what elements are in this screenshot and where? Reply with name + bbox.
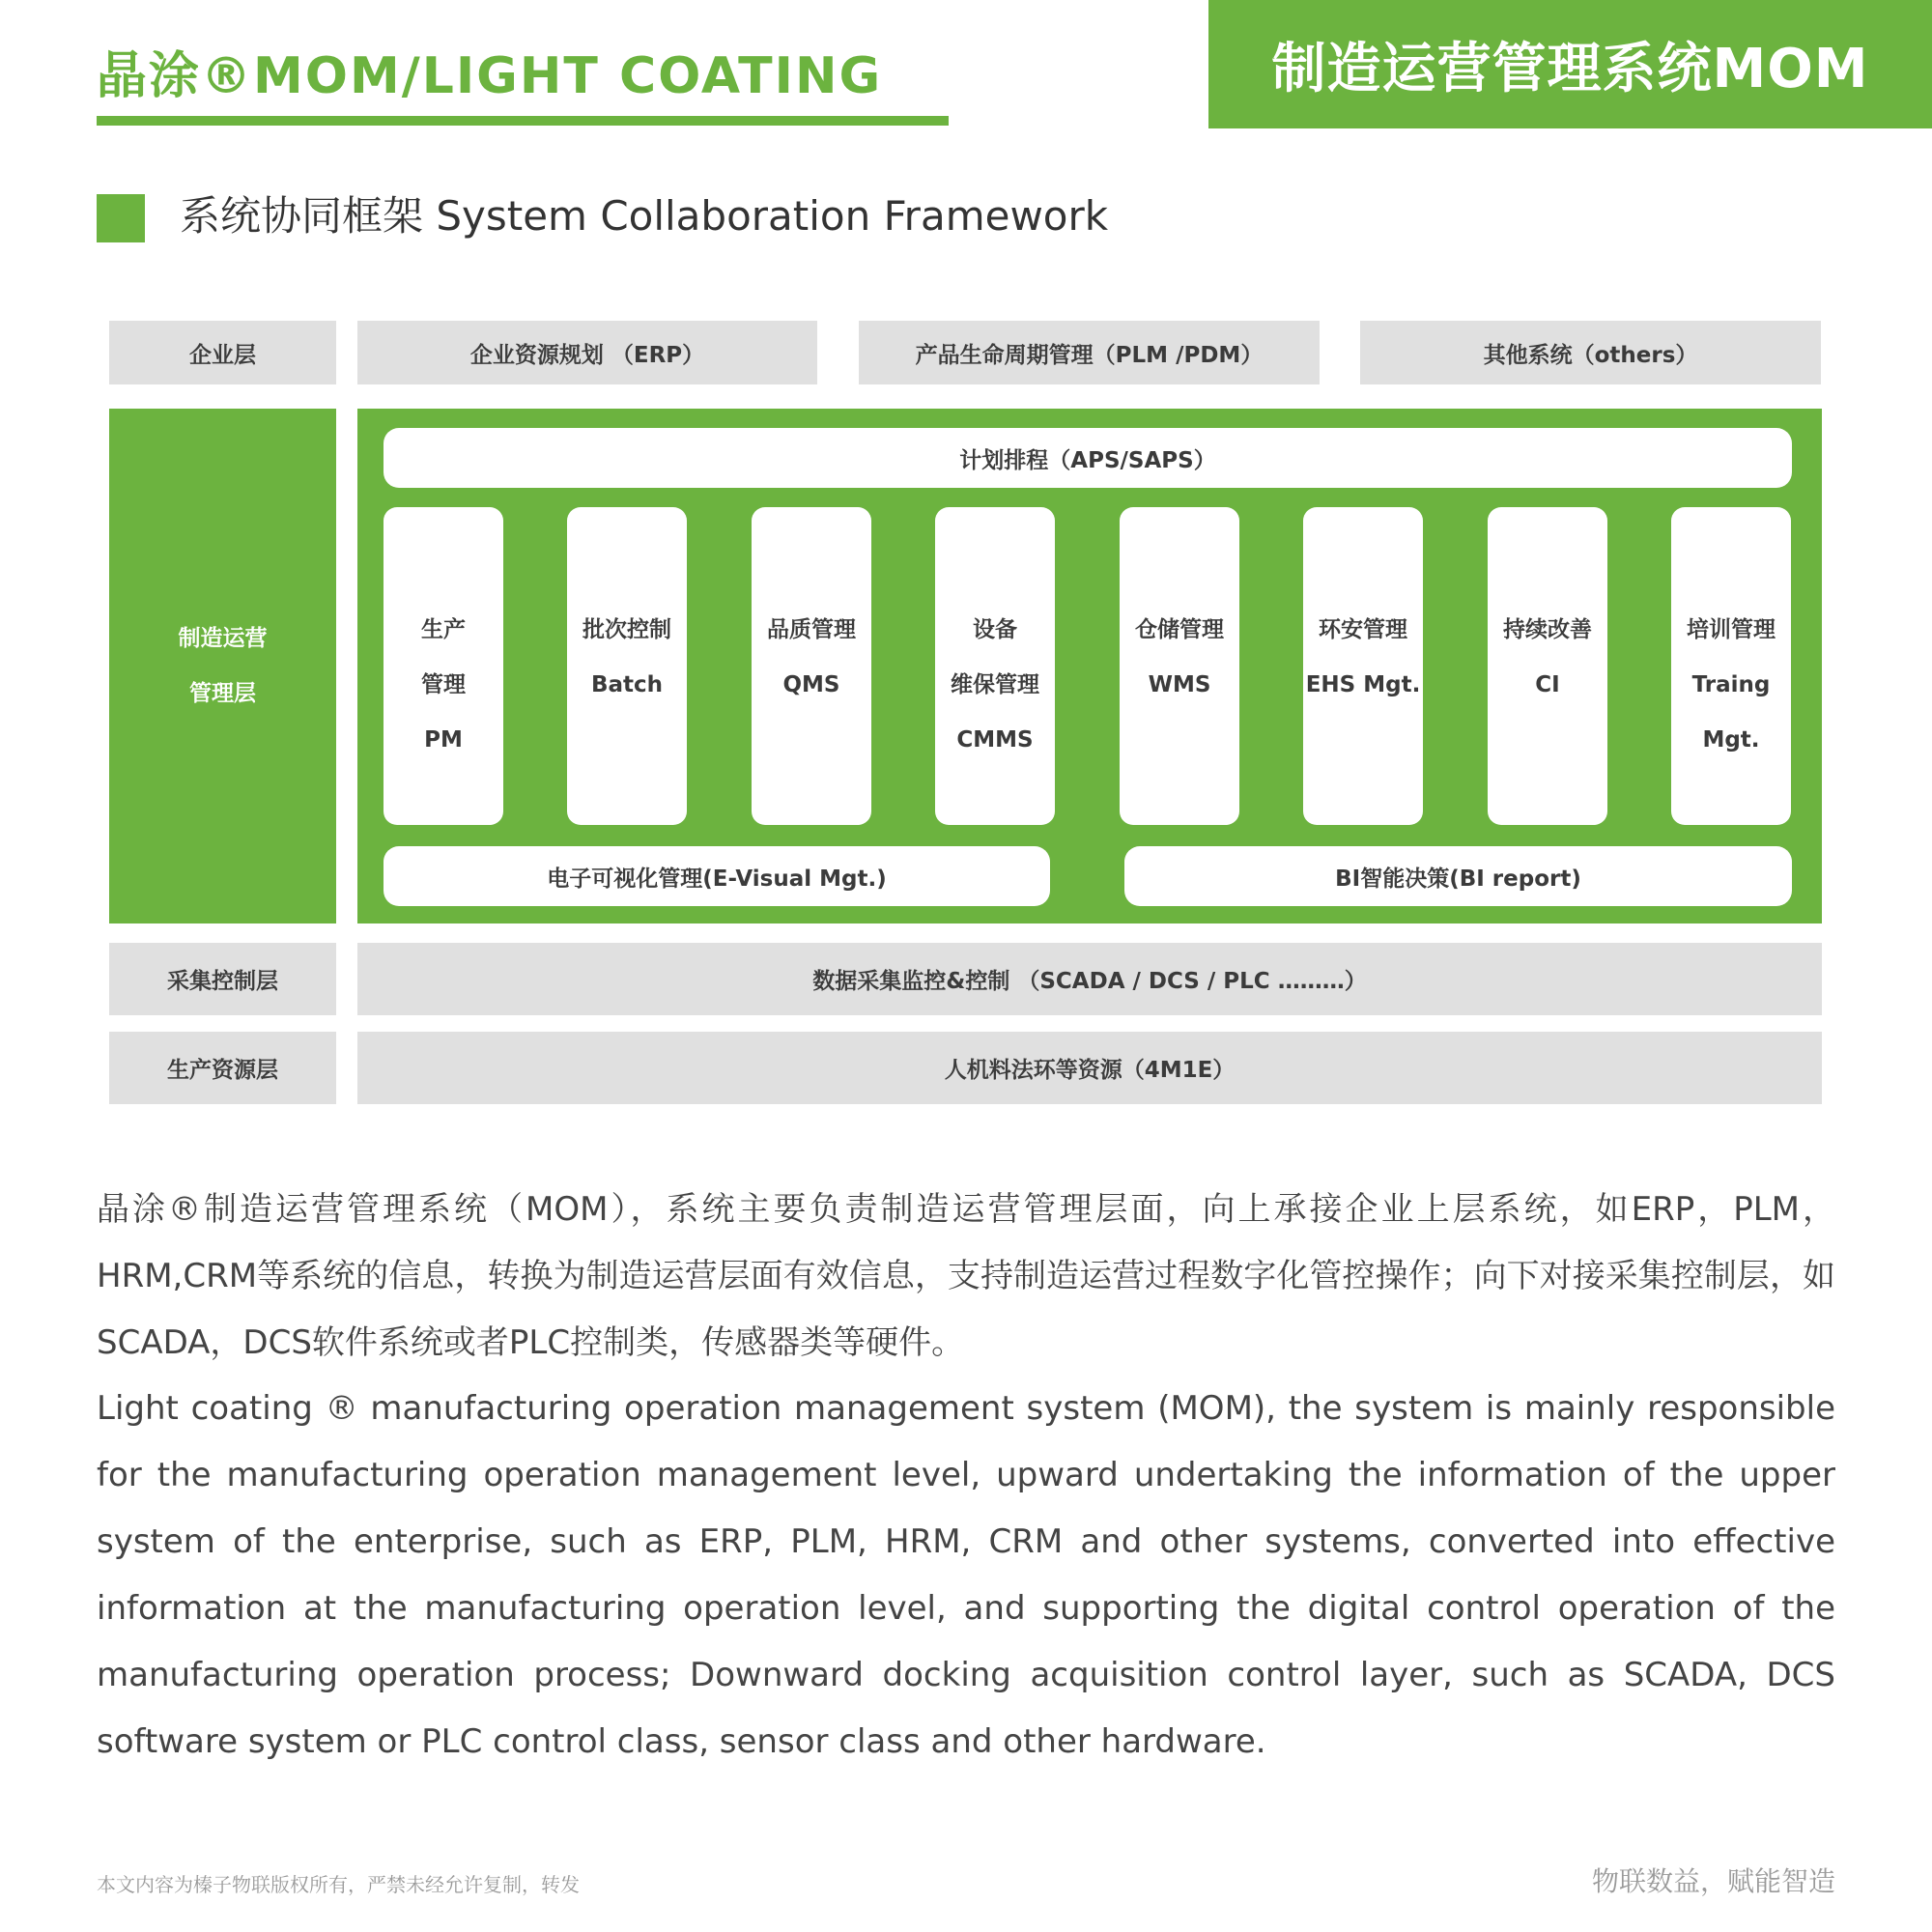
module-batch [567, 507, 687, 825]
module-ci-line2: CI [1535, 672, 1560, 697]
description-english: Light coating ® manufacturing operation management system (MOM), the system is mainly responsible for the manufacturing operation management level, upward undertaking the information of the upper system of the enterprise, such as ERP, PLM, HRM, CRM and other systems, converted into effective information at the manufacturing operation level, and supporting the digital control operation of the manufacturing operation process; Downward docking acquisition control layer, such as SCADA, DCS software system or PLC control class, sensor class and other hardware. [97, 1389, 1835, 1761]
module-training-line3: Mgt. [1702, 727, 1760, 753]
header-banner [1208, 0, 1932, 128]
module-cmms-line3: CMMS [956, 727, 1034, 753]
module-pm-line3: PM [424, 727, 463, 753]
brand-title: 晶涂®MOM/LIGHT COATING [97, 47, 883, 105]
section-title: 系统协同框架 System Collaboration Framework [180, 192, 1109, 240]
resource-layer-box: 人机料法环等资源（4M1E） [357, 1032, 1822, 1104]
e-visual-bar: 电子可视化管理(E-Visual Mgt.) [384, 846, 1050, 906]
enterprise-layer-label: 企业层 [109, 321, 336, 384]
collection-layer-label: 采集控制层 [109, 943, 336, 1015]
mom-layer-label-line2: 管理层 [189, 680, 256, 706]
module-pm [384, 507, 503, 825]
brand-underline [97, 116, 949, 126]
module-ci-line1: 持续改善 [1503, 617, 1592, 642]
module-batch-line2: Batch [590, 672, 664, 697]
module-ehs [1303, 507, 1423, 825]
module-cmms [935, 507, 1055, 825]
resource-layer-label: 生产资源层 [109, 1032, 336, 1104]
module-qms [752, 507, 871, 825]
module-qms-line1: 品质管理 [767, 617, 856, 642]
footer-slogan: 物联数益，赋能智造 [1591, 1865, 1835, 1897]
copyright-notice: 本文内容为榛子物联版权所有，严禁未经允许复制，转发 [97, 1873, 580, 1896]
module-ehs-line2: EHS Mgt. [1305, 672, 1421, 697]
module-cmms-line2: 维保管理 [951, 672, 1039, 697]
module-cmms-line1: 设备 [973, 617, 1017, 642]
description-chinese: 晶涂®制造运营管理系统（MOM），系统主要负责制造运营管理层面，向上承接企业上层系统，如ERP，PLM，HRM,CRM等系统的信息，转换为制造运营层面有效信息，支持制造运营过程数字化管控操作；向下对接采集控制层，如SCADA，DCS软件系统或者PLC控制类，传感器类等硬件。 [97, 1190, 1835, 1362]
mom-layer-label-line1: 制造运营 [178, 625, 268, 651]
module-wms [1120, 507, 1239, 825]
module-pm-line1: 生产 [421, 617, 466, 642]
scada-layer-box: 数据采集监控&控制 （SCADA / DCS / PLC ………） [357, 943, 1822, 1015]
module-pm-line2: 管理 [421, 672, 466, 697]
module-training [1671, 507, 1791, 825]
module-wms-line2: WMS [1148, 672, 1211, 697]
section-marker [97, 194, 145, 242]
module-training-line1: 培训管理 [1687, 617, 1776, 642]
module-training-line2: Traing [1691, 672, 1771, 697]
erp-system-box: 企业资源规划 （ERP） [357, 321, 817, 384]
bi-report-bar: BI智能决策(BI report) [1124, 846, 1792, 906]
header-title: 制造运营管理系统MOM [1271, 37, 1869, 100]
module-batch-line1: 批次控制 [582, 617, 671, 642]
plm-system-box: 产品生命周期管理（PLM /PDM） [859, 321, 1320, 384]
module-ehs-line1: 环安管理 [1319, 617, 1407, 642]
module-qms-line2: QMS [782, 672, 840, 697]
module-ci [1488, 507, 1607, 825]
module-wms-line1: 仓储管理 [1135, 617, 1224, 642]
other-systems-box: 其他系统（others） [1360, 321, 1821, 384]
mom-layer-label [109, 409, 336, 923]
aps-planning-bar: 计划排程（APS/SAPS） [384, 428, 1792, 488]
